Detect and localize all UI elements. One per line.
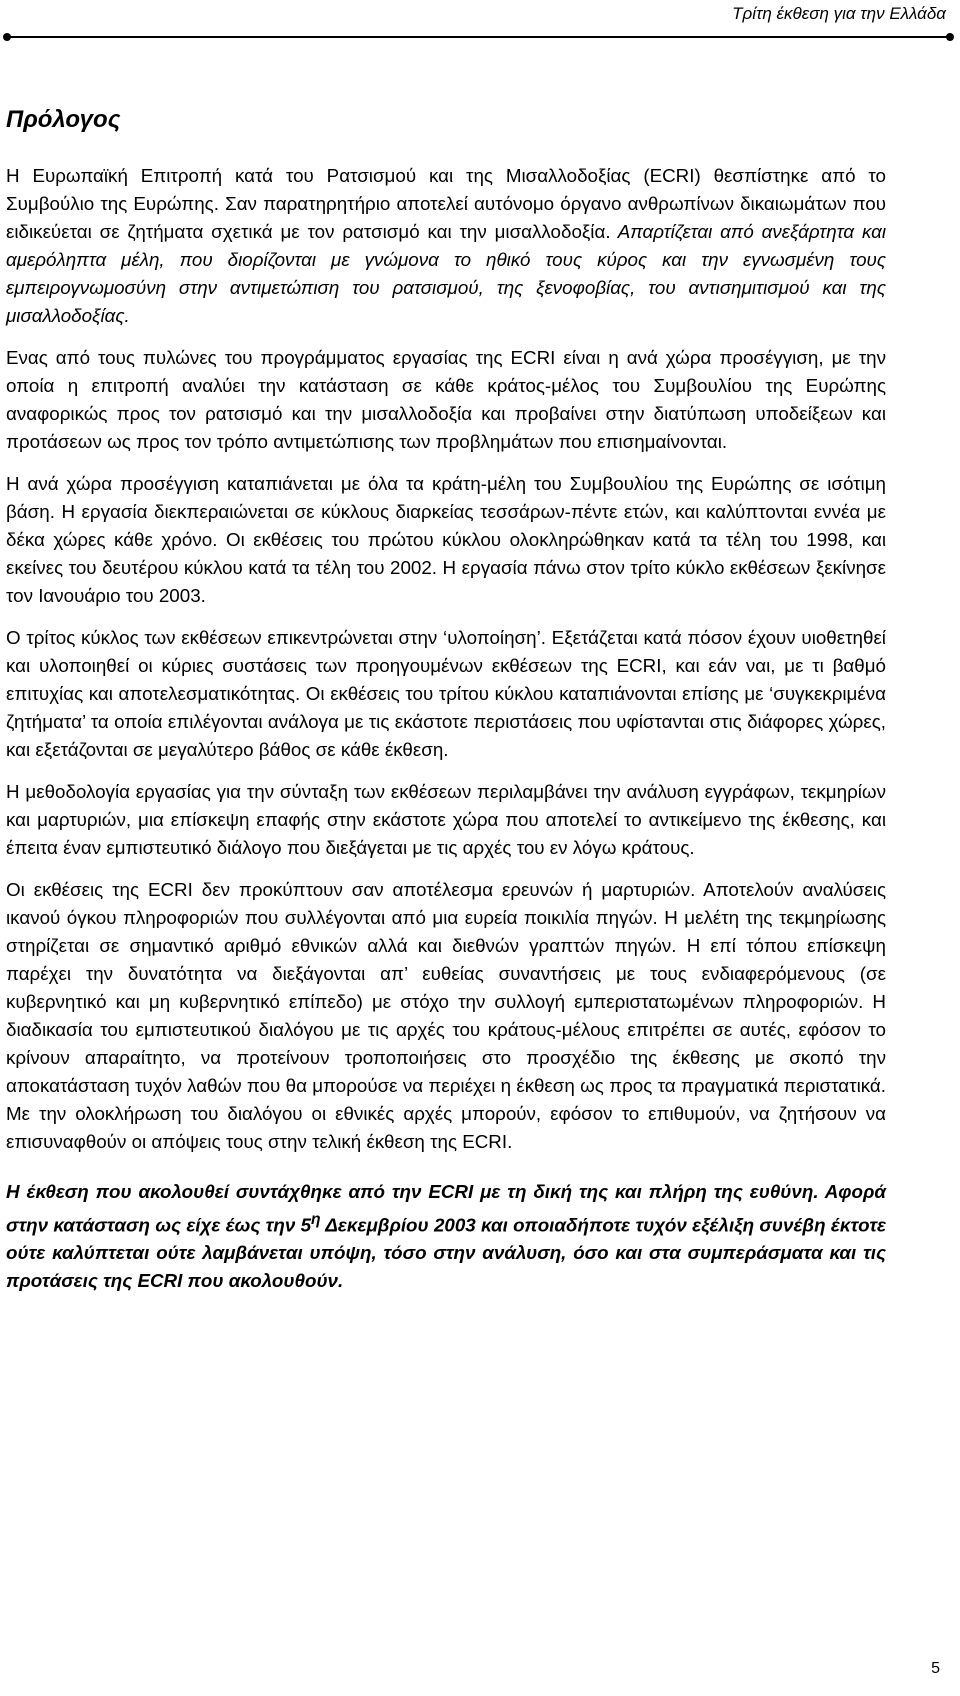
- paragraph-3: Η ανά χώρα προσέγγιση καταπιάνεται με όλα τα κράτη-μέλη του Συμβουλίου της Ευρώπης σε ισότιμη βάση. Η εργασία διεκπεραιώνεται σε κύκλους διαρκείας τεσσάρων-πέντε ετών, και καλύπτονται εννέα με δέκα χώρες κάθε χρόνο. Οι εκθέσεις του πρώτου κύκλου ολοκληρώθηκαν κατά τα τέλη του 1998, και εκείνες του δευτέρου κύκλου κατά τα τέλη του 2002. Η εργασία πάνω στον τρίτο κύκλο εκθέσεων ξεκίνησε τον Ιανουάριο του 2003.: [6, 473, 886, 606]
- paragraph-2: Ενας από τους πυλώνες του προγράμματος εργασίας της ECRI είναι η ανά χώρα προσέγγιση, με την οποία η επιτροπή αναλύει την κατάσταση σε κάθε κράτος-μέλος του Συμβουλίου της Ευρώπης αναφορικώς προς τον ρατσισμό και την μισαλλοδοξία και προβαίνει στην διατύπωση υποδείξεων και προτάσεων ως προς τον τρόπο αντιμετώπισης των προβλημάτων που επισημαίνονται.: [6, 347, 886, 452]
- page-number: 5: [931, 1660, 940, 1677]
- paragraph-6: Οι εκθέσεις της ECRI δεν προκύπτουν σαν αποτέλεσμα ερευνών ή μαρτυριών. Αποτελούν αναλύσεις ικανού όγκου πληροφοριών που συλλέγονται από μια ευρεία ποικιλία πηγών. Η μελέτη της τεκμηρίωσης στηρίζεται σε σημαντικό αριθμό εθνικών αλλά και διεθνών γραπτών πηγών. Η επί τόπου επίσκεψη παρέχει την δυνατότητα να διεξάγονται απ’ ευθείας συναντήσεις με τους ενδιαφερόμενους (σε κυβερνητικό και μη κυβερνητικό επίπεδο) με στόχο την συλλογή εμπεριστατωμένων πληροφοριών. Η διαδικασία του εμπιστευτικού διαλόγου με τις αρχές του κράτους-μέλους επιτρέπει σε αυτές, εφόσον το κρίνουν απαραίτητο, να προτείνουν τροποποιήσεις στο προσχέδιο της έκθεσης με σκοπό την αποκατάσταση τυχόν λαθών που θα μπορούσε να περιέχει η έκθεση ως προς τα πραγματικά περιστατικά. Με την ολοκλήρωση του διαλόγου οι εθνικές αρχές μπορούν, εφόσον το επιθυμούν, να ζητήσουν να επισυναφθούν οι απόψεις τους στην τελική έκθεση της ECRI.: [6, 879, 886, 1152]
- paragraph-7-disclaimer: [6, 1178, 886, 1295]
- paragraph-5: Η μεθοδολογία εργασίας για την σύνταξη των εκθέσεων περιλαμβάνει την ανάλυση εγγράφων, τεκμηρίων και μαρτυριών, μια επίσκεψη επαφής στην εκάστοτε χώρα που αποτελεί το αντικείμενο της έκθεσης, και έπειτα έναν εμπιστευτικό διάλογο που διεξάγεται με τις αρχές του εν λόγω κράτους.: [6, 781, 886, 858]
- paragraph-1-sentence-1: Η Ευρωπαϊκή Επιτροπή κατά του Ρατσισμού και της Μισαλλοδοξίας (ECRI) θεσπίστηκε από το Συμβούλιο της Ευρώπης. Σαν παρατηρητήριο αποτελεί αυτόνομο όργανο ανθρωπίνων δικαιωμάτων που ειδικεύεται σε ζητήματα σχετικά με τον ρατσισμό και την μισαλλοδοξία.: [6, 165, 886, 242]
- header-rule: [6, 36, 950, 38]
- paragraph-1: [6, 162, 886, 330]
- header-rule-cap-left: [3, 33, 11, 41]
- paragraph-4: Ο τρίτος κύκλος των εκθέσεων επικεντρώνεται στην ‘υλοποίηση’. Εξετάζεται κατά πόσον έχουν υιοθετηθεί και υλοποιηθεί οι κύριες συστάσεις των προηγουμένων εκθέσεων της ECRI, και εάν ναι, με τι βαθμό επιτυχίας και αποτελεσματικότητας. Οι εκθέσεις του τρίτου κύκλου καταπιάνονται επίσης με ‘συγκεκριμένα ζητήματα’ τα οποία επιλέγονται ανάλογα με τις εκάστοτε περιστάσεις που υφίστανται στις διάφορες χώρες, και εξετάζονται σε μεγαλύτερο βάθος σε κάθε έκθεση.: [6, 627, 886, 760]
- page-title: Πρόλογος: [6, 106, 121, 133]
- running-header: Τρίτη έκθεση για την Ελλάδα: [732, 4, 946, 23]
- paragraph-1-sentence-2: Απαρτίζεται από ανεξάρτητα και αμερόληπτα μέλη, που διορίζονται με γνώμονα το ηθικό τους κύρος και την εγνωσμένη τους εμπειρογνωμοσύνη στην αντιμετώπιση του ρατσισμού, της ξενοφοβίας, του αντισημιτισμού και της μισαλλοδοξίας.: [6, 221, 886, 326]
- disclaimer-superscript: η: [311, 1211, 321, 1228]
- disclaimer-part-2: Δεκεμβρίου 2003 και οποιαδήποτε τυχόν εξέλιξη συνέβη έκτοτε ούτε καλύπτεται ούτε λαμβάνεται υπόψη, τόσο στην ανάλυση, όσο και στα συμπεράσματα και τις προτάσεις της ECRI που ακολουθούν.: [6, 1214, 886, 1292]
- header-rule-cap-right: [946, 33, 954, 41]
- disclaimer-part-1: Η έκθεση που ακολουθεί συντάχθηκε από την ECRI με τη δική της και πλήρη της ευθύνη. Αφορά στην κατάσταση ως είχε έως την 5: [6, 1181, 886, 1236]
- document-body: [6, 162, 886, 1309]
